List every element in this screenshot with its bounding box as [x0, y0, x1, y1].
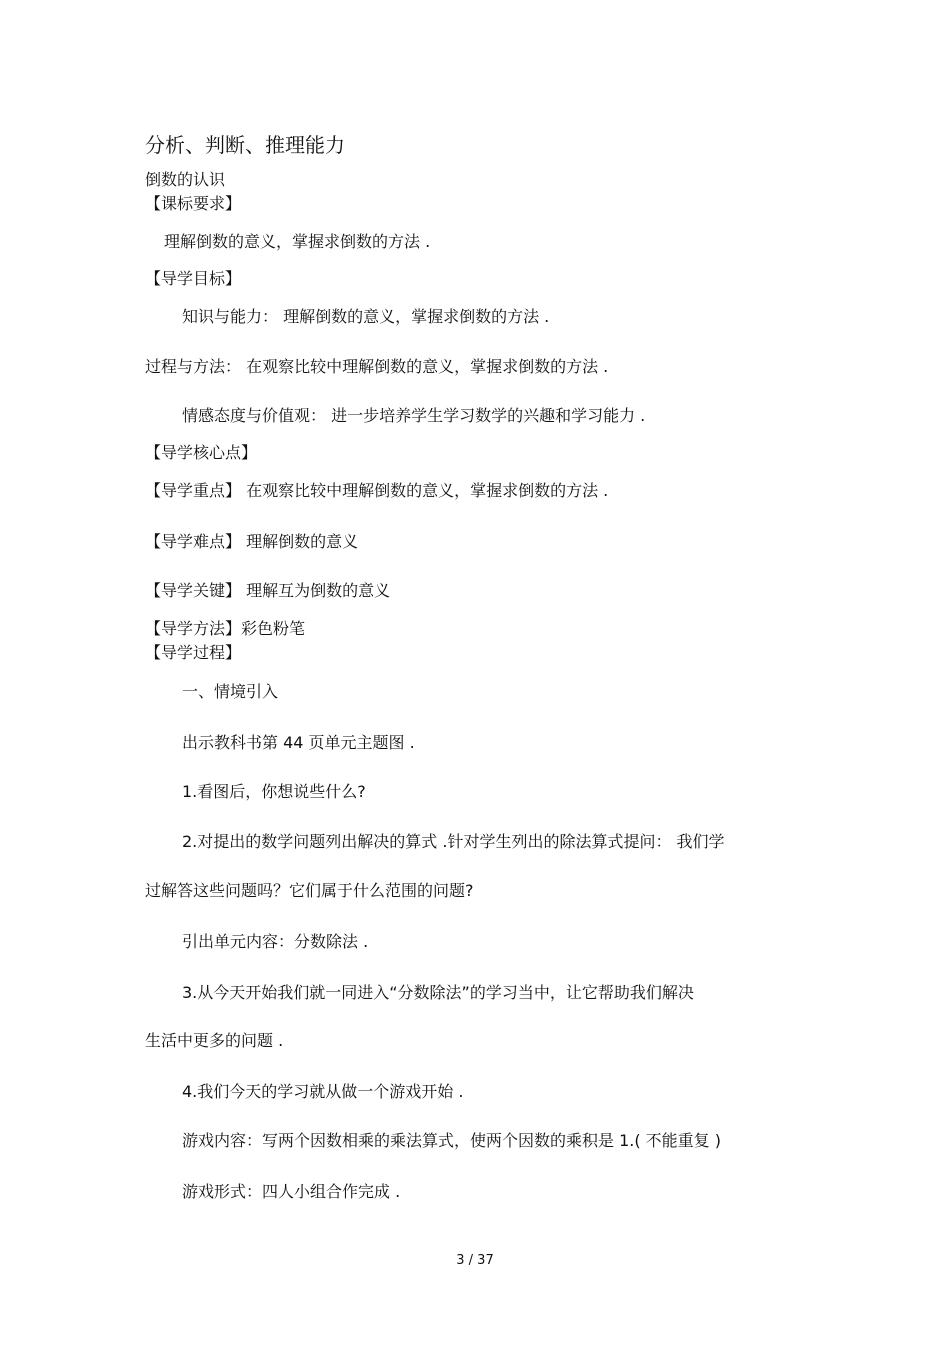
lesson-title: 倒数的认识 [145, 170, 226, 189]
paragraph-item-4: 4.我们今天的学习就从做一个游戏开始 . [182, 1082, 464, 1101]
paragraph-item-1: 1.看图后，你想说些什么? [182, 782, 366, 801]
label-core-points: 【导学核心点】 [145, 443, 258, 462]
page-number: 3 / 37 [456, 1253, 494, 1268]
paragraph-unit-content: 引出单元内容：分数除法 . [182, 932, 369, 951]
paragraph-item-3-line-2: 生活中更多的问题 . [145, 1031, 284, 1050]
goal-process-method: 过程与方法： 在观察比较中理解倒数的意义，掌握求倒数的方法 . [145, 357, 609, 376]
paragraph-item-2-line-1: 2.对提出的数学问题列出解决的算式 .针对学生列出的除法算式提问： 我们学 [182, 832, 725, 851]
crucial-point: 【导学关键】 理解互为倒数的意义 [145, 581, 391, 600]
section-heading: 分析、判断、推理能力 [145, 133, 345, 157]
paragraph-item-2-line-2: 过解答这些问题吗？它们属于什么范围的问题? [145, 881, 474, 900]
key-point: 【导学重点】 在观察比较中理解倒数的意义，掌握求倒数的方法 . [145, 481, 609, 500]
paragraph-textbook-page: 出示教科书第 44 页单元主题图 . [182, 733, 415, 752]
label-curriculum-requirement: 【课标要求】 [145, 194, 242, 213]
curriculum-requirement-text: 理解倒数的意义，掌握求倒数的方法 . [164, 232, 431, 251]
difficult-point: 【导学难点】 理解倒数的意义 [145, 532, 359, 551]
paragraph-game-form: 游戏形式：四人小组合作完成 . [182, 1182, 401, 1201]
step-situation-intro: 一、情境引入 [182, 682, 279, 701]
paragraph-game-content: 游戏内容：写两个因数相乘的乘法算式，使两个因数的乘积是 1.( 不能重复 ) [182, 1131, 722, 1150]
goal-knowledge-ability: 知识与能力： 理解倒数的意义，掌握求倒数的方法 . [182, 307, 550, 326]
label-learning-goals: 【导学目标】 [145, 269, 242, 288]
goal-emotion-attitude: 情感态度与价值观： 进一步培养学生学习数学的兴趣和学习能力 . [182, 406, 646, 425]
teaching-method: 【导学方法】彩色粉笔 [145, 619, 306, 638]
paragraph-item-3-line-1: 3.从今天开始我们就一同进入“分数除法”的学习当中，让它帮助我们解决 [182, 983, 694, 1002]
label-teaching-process: 【导学过程】 [145, 643, 242, 662]
